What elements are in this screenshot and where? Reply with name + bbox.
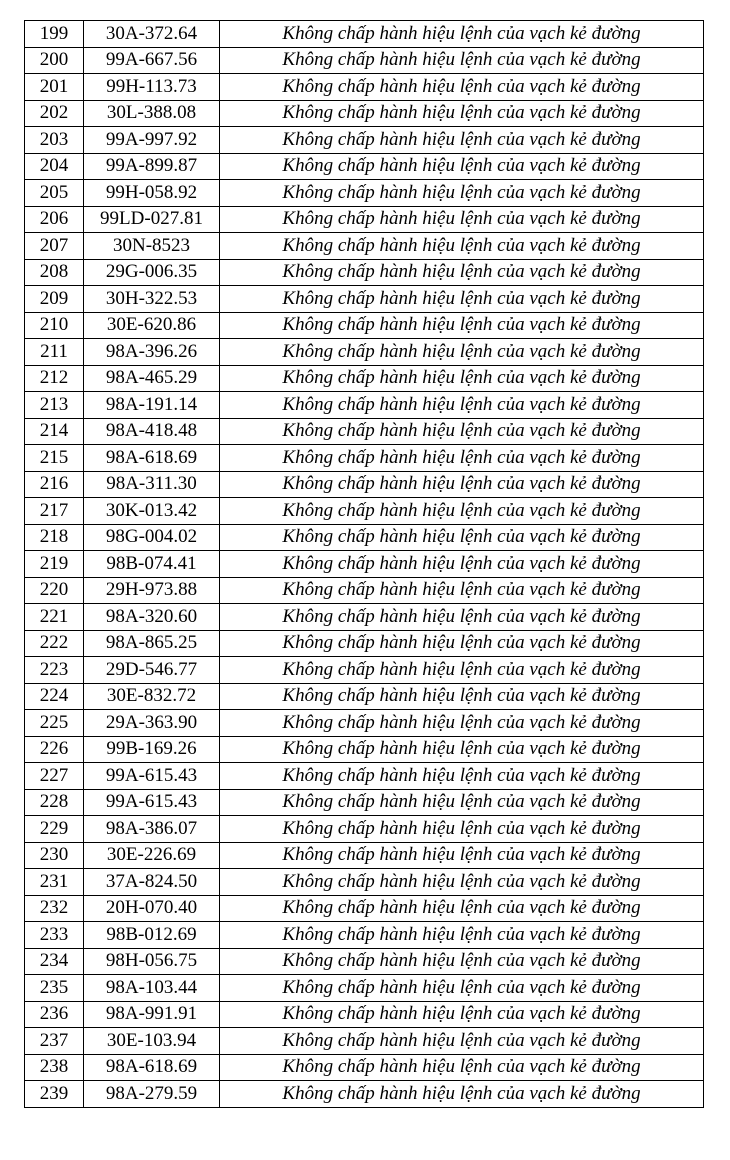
table-row [25, 922, 704, 949]
row-number-cell: 235 [25, 975, 84, 1002]
table-row [25, 312, 704, 339]
license-plate-cell: 98A-279.59 [84, 1081, 220, 1108]
license-plate-cell: 99LD-027.81 [84, 206, 220, 233]
row-number-cell: 214 [25, 418, 84, 445]
license-plate-cell: 98H-056.75 [84, 948, 220, 975]
violation-description-cell: Không chấp hành hiệu lệnh của vạch kẻ đường [220, 524, 704, 551]
row-number-cell: 203 [25, 127, 84, 154]
violation-description-cell: Không chấp hành hiệu lệnh của vạch kẻ đường [220, 74, 704, 101]
table-row [25, 816, 704, 843]
violation-description-cell: Không chấp hành hiệu lệnh của vạch kẻ đường [220, 736, 704, 763]
table-row [25, 259, 704, 286]
table-row [25, 551, 704, 578]
table-row [25, 47, 704, 74]
violation-description-cell: Không chấp hành hiệu lệnh của vạch kẻ đường [220, 365, 704, 392]
violation-description-cell: Không chấp hành hiệu lệnh của vạch kẻ đường [220, 551, 704, 578]
violation-table [24, 20, 704, 1108]
row-number-cell: 230 [25, 842, 84, 869]
table-row [25, 74, 704, 101]
row-number-cell: 206 [25, 206, 84, 233]
table-row [25, 736, 704, 763]
row-number-cell: 211 [25, 339, 84, 366]
violation-description-cell: Không chấp hành hiệu lệnh của vạch kẻ đường [220, 445, 704, 472]
violation-description-cell: Không chấp hành hiệu lệnh của vạch kẻ đường [220, 471, 704, 498]
row-number-cell: 213 [25, 392, 84, 419]
row-number-cell: 229 [25, 816, 84, 843]
table-row [25, 842, 704, 869]
violation-description-cell: Không chấp hành hiệu lệnh của vạch kẻ đường [220, 47, 704, 74]
table-row [25, 445, 704, 472]
table-row [25, 233, 704, 260]
license-plate-cell: 98A-396.26 [84, 339, 220, 366]
table-row [25, 524, 704, 551]
license-plate-cell: 98B-074.41 [84, 551, 220, 578]
violation-description-cell: Không chấp hành hiệu lệnh của vạch kẻ đường [220, 869, 704, 896]
row-number-cell: 215 [25, 445, 84, 472]
row-number-cell: 210 [25, 312, 84, 339]
license-plate-cell: 98G-004.02 [84, 524, 220, 551]
table-row [25, 1054, 704, 1081]
violation-description-cell: Không chấp hành hiệu lệnh của vạch kẻ đường [220, 975, 704, 1002]
license-plate-cell: 99A-667.56 [84, 47, 220, 74]
violation-table-body [25, 21, 704, 1108]
table-row [25, 153, 704, 180]
table-row [25, 365, 704, 392]
license-plate-cell: 99A-997.92 [84, 127, 220, 154]
row-number-cell: 219 [25, 551, 84, 578]
license-plate-cell: 98A-618.69 [84, 445, 220, 472]
table-row [25, 710, 704, 737]
license-plate-cell: 37A-824.50 [84, 869, 220, 896]
row-number-cell: 231 [25, 869, 84, 896]
license-plate-cell: 98A-191.14 [84, 392, 220, 419]
table-row [25, 948, 704, 975]
license-plate-cell: 30N-8523 [84, 233, 220, 260]
table-row [25, 789, 704, 816]
license-plate-cell: 99B-169.26 [84, 736, 220, 763]
violation-description-cell: Không chấp hành hiệu lệnh của vạch kẻ đường [220, 577, 704, 604]
row-number-cell: 218 [25, 524, 84, 551]
violation-description-cell: Không chấp hành hiệu lệnh của vạch kẻ đường [220, 1054, 704, 1081]
violation-description-cell: Không chấp hành hiệu lệnh của vạch kẻ đường [220, 312, 704, 339]
license-plate-cell: 98A-311.30 [84, 471, 220, 498]
row-number-cell: 207 [25, 233, 84, 260]
license-plate-cell: 30K-013.42 [84, 498, 220, 525]
table-row [25, 1081, 704, 1108]
row-number-cell: 208 [25, 259, 84, 286]
row-number-cell: 237 [25, 1028, 84, 1055]
license-plate-cell: 99A-615.43 [84, 763, 220, 790]
violation-description-cell: Không chấp hành hiệu lệnh của vạch kẻ đường [220, 1081, 704, 1108]
row-number-cell: 221 [25, 604, 84, 631]
violation-description-cell: Không chấp hành hiệu lệnh của vạch kẻ đường [220, 206, 704, 233]
row-number-cell: 209 [25, 286, 84, 313]
row-number-cell: 201 [25, 74, 84, 101]
license-plate-cell: 98A-386.07 [84, 816, 220, 843]
violation-description-cell: Không chấp hành hiệu lệnh của vạch kẻ đường [220, 816, 704, 843]
table-row [25, 21, 704, 48]
violation-description-cell: Không chấp hành hiệu lệnh của vạch kẻ đường [220, 127, 704, 154]
license-plate-cell: 98A-103.44 [84, 975, 220, 1002]
license-plate-cell: 29H-973.88 [84, 577, 220, 604]
violation-description-cell: Không chấp hành hiệu lệnh của vạch kẻ đường [220, 763, 704, 790]
license-plate-cell: 30E-620.86 [84, 312, 220, 339]
license-plate-cell: 98A-618.69 [84, 1054, 220, 1081]
table-row [25, 498, 704, 525]
row-number-cell: 238 [25, 1054, 84, 1081]
row-number-cell: 200 [25, 47, 84, 74]
license-plate-cell: 30E-103.94 [84, 1028, 220, 1055]
violation-description-cell: Không chấp hành hiệu lệnh của vạch kẻ đường [220, 233, 704, 260]
license-plate-cell: 98A-320.60 [84, 604, 220, 631]
table-row [25, 975, 704, 1002]
license-plate-cell: 30L-388.08 [84, 100, 220, 127]
violation-description-cell: Không chấp hành hiệu lệnh của vạch kẻ đường [220, 842, 704, 869]
row-number-cell: 202 [25, 100, 84, 127]
license-plate-cell: 30E-226.69 [84, 842, 220, 869]
violation-description-cell: Không chấp hành hiệu lệnh của vạch kẻ đường [220, 100, 704, 127]
row-number-cell: 204 [25, 153, 84, 180]
violation-description-cell: Không chấp hành hiệu lệnh của vạch kẻ đường [220, 630, 704, 657]
table-row [25, 418, 704, 445]
row-number-cell: 233 [25, 922, 84, 949]
license-plate-cell: 98B-012.69 [84, 922, 220, 949]
license-plate-cell: 29D-546.77 [84, 657, 220, 684]
row-number-cell: 239 [25, 1081, 84, 1108]
table-row [25, 604, 704, 631]
violation-description-cell: Không chấp hành hiệu lệnh của vạch kẻ đường [220, 922, 704, 949]
violation-description-cell: Không chấp hành hiệu lệnh của vạch kẻ đường [220, 498, 704, 525]
violation-description-cell: Không chấp hành hiệu lệnh của vạch kẻ đường [220, 392, 704, 419]
violation-description-cell: Không chấp hành hiệu lệnh của vạch kẻ đường [220, 259, 704, 286]
license-plate-cell: 30E-832.72 [84, 683, 220, 710]
row-number-cell: 216 [25, 471, 84, 498]
table-row [25, 577, 704, 604]
table-row [25, 763, 704, 790]
license-plate-cell: 29G-006.35 [84, 259, 220, 286]
violation-description-cell: Không chấp hành hiệu lệnh của vạch kẻ đường [220, 153, 704, 180]
row-number-cell: 224 [25, 683, 84, 710]
license-plate-cell: 30A-372.64 [84, 21, 220, 48]
table-row [25, 630, 704, 657]
violation-description-cell: Không chấp hành hiệu lệnh của vạch kẻ đường [220, 789, 704, 816]
table-row [25, 471, 704, 498]
row-number-cell: 199 [25, 21, 84, 48]
violation-description-cell: Không chấp hành hiệu lệnh của vạch kẻ đường [220, 895, 704, 922]
violation-description-cell: Không chấp hành hiệu lệnh của vạch kẻ đường [220, 1028, 704, 1055]
license-plate-cell: 99H-113.73 [84, 74, 220, 101]
table-row [25, 127, 704, 154]
violation-description-cell: Không chấp hành hiệu lệnh của vạch kẻ đường [220, 604, 704, 631]
license-plate-cell: 98A-418.48 [84, 418, 220, 445]
table-row [25, 286, 704, 313]
table-row [25, 339, 704, 366]
license-plate-cell: 20H-070.40 [84, 895, 220, 922]
license-plate-cell: 99H-058.92 [84, 180, 220, 207]
table-row [25, 895, 704, 922]
table-row [25, 657, 704, 684]
row-number-cell: 223 [25, 657, 84, 684]
row-number-cell: 234 [25, 948, 84, 975]
row-number-cell: 217 [25, 498, 84, 525]
violation-description-cell: Không chấp hành hiệu lệnh của vạch kẻ đường [220, 1001, 704, 1028]
row-number-cell: 222 [25, 630, 84, 657]
violation-description-cell: Không chấp hành hiệu lệnh của vạch kẻ đường [220, 948, 704, 975]
license-plate-cell: 99A-615.43 [84, 789, 220, 816]
row-number-cell: 220 [25, 577, 84, 604]
row-number-cell: 236 [25, 1001, 84, 1028]
row-number-cell: 225 [25, 710, 84, 737]
violation-description-cell: Không chấp hành hiệu lệnh của vạch kẻ đường [220, 683, 704, 710]
table-row [25, 100, 704, 127]
violation-description-cell: Không chấp hành hiệu lệnh của vạch kẻ đường [220, 339, 704, 366]
violation-description-cell: Không chấp hành hiệu lệnh của vạch kẻ đường [220, 418, 704, 445]
violation-description-cell: Không chấp hành hiệu lệnh của vạch kẻ đường [220, 21, 704, 48]
row-number-cell: 232 [25, 895, 84, 922]
license-plate-cell: 98A-991.91 [84, 1001, 220, 1028]
table-row [25, 1001, 704, 1028]
license-plate-cell: 29A-363.90 [84, 710, 220, 737]
license-plate-cell: 98A-865.25 [84, 630, 220, 657]
row-number-cell: 212 [25, 365, 84, 392]
license-plate-cell: 98A-465.29 [84, 365, 220, 392]
license-plate-cell: 99A-899.87 [84, 153, 220, 180]
table-row [25, 1028, 704, 1055]
row-number-cell: 227 [25, 763, 84, 790]
table-row [25, 869, 704, 896]
license-plate-cell: 30H-322.53 [84, 286, 220, 313]
violation-description-cell: Không chấp hành hiệu lệnh của vạch kẻ đường [220, 710, 704, 737]
table-row [25, 392, 704, 419]
row-number-cell: 226 [25, 736, 84, 763]
table-row [25, 683, 704, 710]
violation-description-cell: Không chấp hành hiệu lệnh của vạch kẻ đường [220, 657, 704, 684]
row-number-cell: 205 [25, 180, 84, 207]
row-number-cell: 228 [25, 789, 84, 816]
violation-description-cell: Không chấp hành hiệu lệnh của vạch kẻ đường [220, 286, 704, 313]
table-row [25, 206, 704, 233]
table-row [25, 180, 704, 207]
violation-description-cell: Không chấp hành hiệu lệnh của vạch kẻ đường [220, 180, 704, 207]
